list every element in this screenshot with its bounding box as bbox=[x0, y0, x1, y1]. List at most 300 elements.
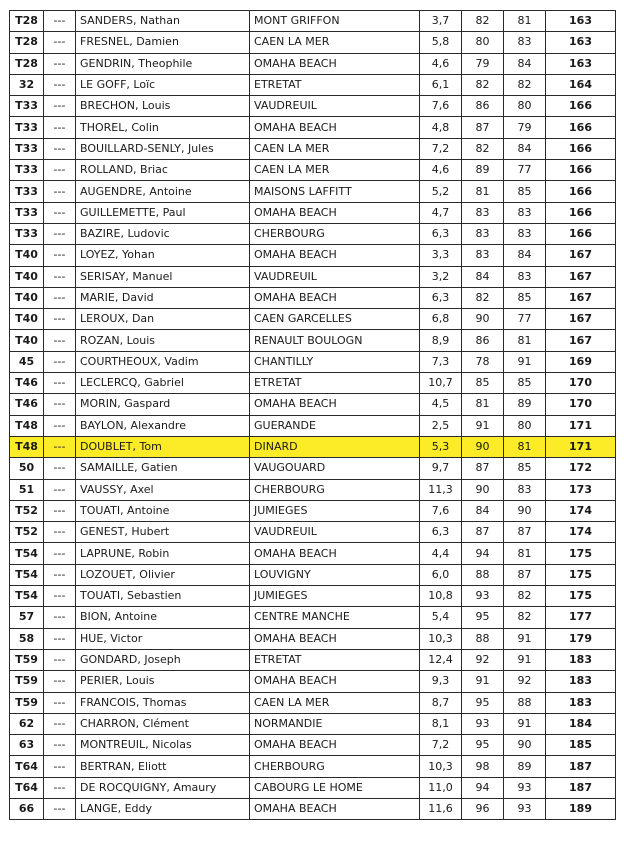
position-cell: T46 bbox=[10, 394, 44, 415]
round-2-score-cell: 82 bbox=[504, 586, 546, 607]
player-name-cell: THOREL, Colin bbox=[76, 117, 250, 138]
table-row bbox=[10, 181, 616, 202]
club-cell: VAUDREUIL bbox=[250, 522, 420, 543]
club-cell: OMAHA BEACH bbox=[250, 245, 420, 266]
club-cell: OMAHA BEACH bbox=[250, 671, 420, 692]
club-cell: CAEN GARCELLES bbox=[250, 309, 420, 330]
club-cell: OMAHA BEACH bbox=[250, 202, 420, 223]
table-row bbox=[10, 330, 616, 351]
status-cell: --- bbox=[44, 756, 76, 777]
player-name-cell: GONDARD, Joseph bbox=[76, 649, 250, 670]
status-cell: --- bbox=[44, 351, 76, 372]
round-1-score-cell: 81 bbox=[462, 394, 504, 415]
total-score-cell: 173 bbox=[546, 479, 616, 500]
status-cell: --- bbox=[44, 245, 76, 266]
position-cell: 45 bbox=[10, 351, 44, 372]
round-2-score-cell: 85 bbox=[504, 181, 546, 202]
round-2-score-cell: 88 bbox=[504, 692, 546, 713]
position-cell: 66 bbox=[10, 798, 44, 819]
status-cell: --- bbox=[44, 138, 76, 159]
position-cell: T59 bbox=[10, 692, 44, 713]
player-name-cell: LOYEZ, Yohan bbox=[76, 245, 250, 266]
player-name-cell: SAMAILLE, Gatien bbox=[76, 458, 250, 479]
status-cell: --- bbox=[44, 500, 76, 521]
status-cell: --- bbox=[44, 394, 76, 415]
handicap-index-cell: 3,2 bbox=[420, 266, 462, 287]
player-name-cell: BRECHON, Louis bbox=[76, 96, 250, 117]
handicap-index-cell: 5,8 bbox=[420, 32, 462, 53]
table-row bbox=[10, 543, 616, 564]
handicap-index-cell: 8,7 bbox=[420, 692, 462, 713]
round-1-score-cell: 96 bbox=[462, 798, 504, 819]
position-cell: 51 bbox=[10, 479, 44, 500]
club-cell: CABOURG LE HOME bbox=[250, 777, 420, 798]
table-row bbox=[10, 607, 616, 628]
round-2-score-cell: 90 bbox=[504, 735, 546, 756]
player-name-cell: FRESNEL, Damien bbox=[76, 32, 250, 53]
position-cell: T33 bbox=[10, 96, 44, 117]
player-name-cell: LEROUX, Dan bbox=[76, 309, 250, 330]
total-score-cell: 163 bbox=[546, 53, 616, 74]
table-row bbox=[10, 11, 616, 32]
round-2-score-cell: 83 bbox=[504, 32, 546, 53]
round-1-score-cell: 80 bbox=[462, 32, 504, 53]
handicap-index-cell: 7,6 bbox=[420, 96, 462, 117]
round-2-score-cell: 83 bbox=[504, 223, 546, 244]
handicap-index-cell: 2,5 bbox=[420, 415, 462, 436]
round-1-score-cell: 88 bbox=[462, 564, 504, 585]
status-cell: --- bbox=[44, 330, 76, 351]
handicap-index-cell: 6,3 bbox=[420, 287, 462, 308]
status-cell: --- bbox=[44, 160, 76, 181]
round-2-score-cell: 84 bbox=[504, 138, 546, 159]
table-row bbox=[10, 479, 616, 500]
position-cell: 58 bbox=[10, 628, 44, 649]
table-row bbox=[10, 74, 616, 95]
position-cell: T40 bbox=[10, 330, 44, 351]
round-2-score-cell: 89 bbox=[504, 756, 546, 777]
total-score-cell: 163 bbox=[546, 11, 616, 32]
club-cell: CENTRE MANCHE bbox=[250, 607, 420, 628]
club-cell: CHERBOURG bbox=[250, 223, 420, 244]
status-cell: --- bbox=[44, 117, 76, 138]
round-1-score-cell: 87 bbox=[462, 458, 504, 479]
handicap-index-cell: 9,7 bbox=[420, 458, 462, 479]
round-1-score-cell: 82 bbox=[462, 11, 504, 32]
club-cell: NORMANDIE bbox=[250, 713, 420, 734]
round-2-score-cell: 83 bbox=[504, 479, 546, 500]
round-1-score-cell: 82 bbox=[462, 287, 504, 308]
status-cell: --- bbox=[44, 522, 76, 543]
player-name-cell: TOUATI, Antoine bbox=[76, 500, 250, 521]
position-cell: T46 bbox=[10, 373, 44, 394]
position-cell: T33 bbox=[10, 160, 44, 181]
results-table bbox=[9, 10, 616, 820]
table-row bbox=[10, 500, 616, 521]
round-2-score-cell: 87 bbox=[504, 564, 546, 585]
player-name-cell: MARIE, David bbox=[76, 287, 250, 308]
table-row bbox=[10, 458, 616, 479]
round-2-score-cell: 93 bbox=[504, 777, 546, 798]
club-cell: OMAHA BEACH bbox=[250, 117, 420, 138]
club-cell: OMAHA BEACH bbox=[250, 287, 420, 308]
handicap-index-cell: 5,2 bbox=[420, 181, 462, 202]
position-cell: T54 bbox=[10, 543, 44, 564]
total-score-cell: 183 bbox=[546, 671, 616, 692]
table-row bbox=[10, 671, 616, 692]
total-score-cell: 163 bbox=[546, 32, 616, 53]
status-cell: --- bbox=[44, 543, 76, 564]
total-score-cell: 172 bbox=[546, 458, 616, 479]
round-2-score-cell: 82 bbox=[504, 74, 546, 95]
round-2-score-cell: 82 bbox=[504, 607, 546, 628]
round-1-score-cell: 79 bbox=[462, 53, 504, 74]
total-score-cell: 167 bbox=[546, 266, 616, 287]
round-1-score-cell: 94 bbox=[462, 777, 504, 798]
round-1-score-cell: 88 bbox=[462, 628, 504, 649]
player-name-cell: CHARRON, Clément bbox=[76, 713, 250, 734]
player-name-cell: LOZOUET, Olivier bbox=[76, 564, 250, 585]
round-1-score-cell: 89 bbox=[462, 160, 504, 181]
results-table-body bbox=[10, 11, 616, 820]
table-row bbox=[10, 522, 616, 543]
position-cell: T40 bbox=[10, 266, 44, 287]
round-2-score-cell: 85 bbox=[504, 287, 546, 308]
round-1-score-cell: 94 bbox=[462, 543, 504, 564]
round-1-score-cell: 87 bbox=[462, 522, 504, 543]
position-cell: T52 bbox=[10, 522, 44, 543]
club-cell: CAEN LA MER bbox=[250, 160, 420, 181]
results-table-wrapper bbox=[9, 10, 616, 820]
status-cell: --- bbox=[44, 202, 76, 223]
table-row bbox=[10, 394, 616, 415]
position-cell: T33 bbox=[10, 223, 44, 244]
round-1-score-cell: 83 bbox=[462, 202, 504, 223]
status-cell: --- bbox=[44, 436, 76, 457]
handicap-index-cell: 4,7 bbox=[420, 202, 462, 223]
round-2-score-cell: 81 bbox=[504, 436, 546, 457]
handicap-index-cell: 6,1 bbox=[420, 74, 462, 95]
handicap-index-cell: 10,3 bbox=[420, 628, 462, 649]
round-1-score-cell: 87 bbox=[462, 117, 504, 138]
round-2-score-cell: 85 bbox=[504, 458, 546, 479]
club-cell: ETRETAT bbox=[250, 74, 420, 95]
club-cell: VAUDREUIL bbox=[250, 266, 420, 287]
round-1-score-cell: 93 bbox=[462, 586, 504, 607]
position-cell: T54 bbox=[10, 586, 44, 607]
club-cell: CHANTILLY bbox=[250, 351, 420, 372]
round-1-score-cell: 95 bbox=[462, 735, 504, 756]
handicap-index-cell: 6,3 bbox=[420, 522, 462, 543]
round-2-score-cell: 77 bbox=[504, 160, 546, 181]
handicap-index-cell: 5,3 bbox=[420, 436, 462, 457]
status-cell: --- bbox=[44, 415, 76, 436]
total-score-cell: 187 bbox=[546, 777, 616, 798]
total-score-cell: 166 bbox=[546, 223, 616, 244]
table-row bbox=[10, 798, 616, 819]
round-2-score-cell: 91 bbox=[504, 713, 546, 734]
total-score-cell: 166 bbox=[546, 181, 616, 202]
status-cell: --- bbox=[44, 223, 76, 244]
player-name-cell: PERIER, Louis bbox=[76, 671, 250, 692]
status-cell: --- bbox=[44, 628, 76, 649]
status-cell: --- bbox=[44, 649, 76, 670]
club-cell: OMAHA BEACH bbox=[250, 394, 420, 415]
round-2-score-cell: 84 bbox=[504, 53, 546, 74]
player-name-cell: BOUILLARD-SENLY, Jules bbox=[76, 138, 250, 159]
player-name-cell: ROLLAND, Briac bbox=[76, 160, 250, 181]
player-name-cell: MORIN, Gaspard bbox=[76, 394, 250, 415]
status-cell: --- bbox=[44, 692, 76, 713]
position-cell: T48 bbox=[10, 415, 44, 436]
club-cell: VAUGOUARD bbox=[250, 458, 420, 479]
total-score-cell: 169 bbox=[546, 351, 616, 372]
round-1-score-cell: 84 bbox=[462, 266, 504, 287]
club-cell: CAEN LA MER bbox=[250, 138, 420, 159]
status-cell: --- bbox=[44, 74, 76, 95]
total-score-cell: 171 bbox=[546, 436, 616, 457]
handicap-index-cell: 4,4 bbox=[420, 543, 462, 564]
handicap-index-cell: 4,6 bbox=[420, 160, 462, 181]
total-score-cell: 187 bbox=[546, 756, 616, 777]
club-cell: JUMIEGES bbox=[250, 586, 420, 607]
round-1-score-cell: 82 bbox=[462, 138, 504, 159]
player-name-cell: BION, Antoine bbox=[76, 607, 250, 628]
round-1-score-cell: 90 bbox=[462, 309, 504, 330]
total-score-cell: 174 bbox=[546, 500, 616, 521]
round-1-score-cell: 91 bbox=[462, 415, 504, 436]
round-1-score-cell: 83 bbox=[462, 223, 504, 244]
position-cell: T54 bbox=[10, 564, 44, 585]
club-cell: VAUDREUIL bbox=[250, 96, 420, 117]
handicap-index-cell: 5,4 bbox=[420, 607, 462, 628]
total-score-cell: 167 bbox=[546, 309, 616, 330]
round-1-score-cell: 85 bbox=[462, 373, 504, 394]
status-cell: --- bbox=[44, 564, 76, 585]
round-2-score-cell: 90 bbox=[504, 500, 546, 521]
round-1-score-cell: 90 bbox=[462, 436, 504, 457]
status-cell: --- bbox=[44, 181, 76, 202]
table-row bbox=[10, 351, 616, 372]
table-row bbox=[10, 287, 616, 308]
total-score-cell: 183 bbox=[546, 692, 616, 713]
table-row bbox=[10, 202, 616, 223]
status-cell: --- bbox=[44, 96, 76, 117]
handicap-index-cell: 4,8 bbox=[420, 117, 462, 138]
player-name-cell: BAZIRE, Ludovic bbox=[76, 223, 250, 244]
round-1-score-cell: 92 bbox=[462, 649, 504, 670]
player-name-cell: ROZAN, Louis bbox=[76, 330, 250, 351]
position-cell: T33 bbox=[10, 138, 44, 159]
status-cell: --- bbox=[44, 777, 76, 798]
status-cell: --- bbox=[44, 309, 76, 330]
total-score-cell: 184 bbox=[546, 713, 616, 734]
table-row bbox=[10, 756, 616, 777]
handicap-index-cell: 4,6 bbox=[420, 53, 462, 74]
status-cell: --- bbox=[44, 735, 76, 756]
total-score-cell: 189 bbox=[546, 798, 616, 819]
club-cell: OMAHA BEACH bbox=[250, 628, 420, 649]
position-cell: T33 bbox=[10, 202, 44, 223]
club-cell: CAEN LA MER bbox=[250, 32, 420, 53]
handicap-index-cell: 9,3 bbox=[420, 671, 462, 692]
total-score-cell: 170 bbox=[546, 394, 616, 415]
handicap-index-cell: 8,9 bbox=[420, 330, 462, 351]
club-cell: CAEN LA MER bbox=[250, 692, 420, 713]
round-1-score-cell: 98 bbox=[462, 756, 504, 777]
position-cell: T52 bbox=[10, 500, 44, 521]
player-name-cell: LANGE, Eddy bbox=[76, 798, 250, 819]
total-score-cell: 185 bbox=[546, 735, 616, 756]
round-1-score-cell: 84 bbox=[462, 500, 504, 521]
total-score-cell: 167 bbox=[546, 245, 616, 266]
handicap-index-cell: 10,3 bbox=[420, 756, 462, 777]
total-score-cell: 171 bbox=[546, 415, 616, 436]
round-2-score-cell: 85 bbox=[504, 373, 546, 394]
total-score-cell: 174 bbox=[546, 522, 616, 543]
total-score-cell: 175 bbox=[546, 586, 616, 607]
total-score-cell: 164 bbox=[546, 74, 616, 95]
handicap-index-cell: 4,5 bbox=[420, 394, 462, 415]
table-row bbox=[10, 692, 616, 713]
handicap-index-cell: 3,3 bbox=[420, 245, 462, 266]
club-cell: DINARD bbox=[250, 436, 420, 457]
status-cell: --- bbox=[44, 458, 76, 479]
table-row bbox=[10, 223, 616, 244]
position-cell: T48 bbox=[10, 436, 44, 457]
table-row bbox=[10, 96, 616, 117]
round-2-score-cell: 84 bbox=[504, 245, 546, 266]
player-name-cell: GUILLEMETTE, Paul bbox=[76, 202, 250, 223]
handicap-index-cell: 10,8 bbox=[420, 586, 462, 607]
position-cell: T59 bbox=[10, 671, 44, 692]
table-row bbox=[10, 245, 616, 266]
position-cell: 50 bbox=[10, 458, 44, 479]
table-row bbox=[10, 138, 616, 159]
handicap-index-cell: 11,0 bbox=[420, 777, 462, 798]
position-cell: T28 bbox=[10, 32, 44, 53]
round-1-score-cell: 82 bbox=[462, 74, 504, 95]
status-cell: --- bbox=[44, 11, 76, 32]
table-row bbox=[10, 117, 616, 138]
total-score-cell: 167 bbox=[546, 287, 616, 308]
status-cell: --- bbox=[44, 32, 76, 53]
handicap-index-cell: 11,6 bbox=[420, 798, 462, 819]
table-row bbox=[10, 373, 616, 394]
player-name-cell: VAUSSY, Axel bbox=[76, 479, 250, 500]
handicap-index-cell: 12,4 bbox=[420, 649, 462, 670]
round-1-score-cell: 90 bbox=[462, 479, 504, 500]
player-name-cell: SERISAY, Manuel bbox=[76, 266, 250, 287]
table-row bbox=[10, 735, 616, 756]
round-2-score-cell: 81 bbox=[504, 330, 546, 351]
round-2-score-cell: 81 bbox=[504, 11, 546, 32]
position-cell: 57 bbox=[10, 607, 44, 628]
position-cell: T64 bbox=[10, 756, 44, 777]
handicap-index-cell: 6,8 bbox=[420, 309, 462, 330]
club-cell: OMAHA BEACH bbox=[250, 798, 420, 819]
total-score-cell: 166 bbox=[546, 96, 616, 117]
total-score-cell: 166 bbox=[546, 138, 616, 159]
position-cell: T40 bbox=[10, 287, 44, 308]
handicap-index-cell: 8,1 bbox=[420, 713, 462, 734]
club-cell: ETRETAT bbox=[250, 649, 420, 670]
player-name-cell: TOUATI, Sebastien bbox=[76, 586, 250, 607]
table-row bbox=[10, 309, 616, 330]
round-1-score-cell: 86 bbox=[462, 330, 504, 351]
status-cell: --- bbox=[44, 586, 76, 607]
table-row bbox=[10, 32, 616, 53]
status-cell: --- bbox=[44, 798, 76, 819]
round-1-score-cell: 81 bbox=[462, 181, 504, 202]
handicap-index-cell: 7,2 bbox=[420, 735, 462, 756]
position-cell: T40 bbox=[10, 309, 44, 330]
status-cell: --- bbox=[44, 53, 76, 74]
table-row bbox=[10, 415, 616, 436]
player-name-cell: MONTREUIL, Nicolas bbox=[76, 735, 250, 756]
position-cell: T40 bbox=[10, 245, 44, 266]
round-2-score-cell: 91 bbox=[504, 649, 546, 670]
position-cell: T59 bbox=[10, 649, 44, 670]
round-2-score-cell: 89 bbox=[504, 394, 546, 415]
round-2-score-cell: 81 bbox=[504, 543, 546, 564]
round-1-score-cell: 78 bbox=[462, 351, 504, 372]
round-2-score-cell: 77 bbox=[504, 309, 546, 330]
player-name-cell: HUE, Victor bbox=[76, 628, 250, 649]
player-name-cell: COURTHEOUX, Vadim bbox=[76, 351, 250, 372]
total-score-cell: 170 bbox=[546, 373, 616, 394]
handicap-index-cell: 7,6 bbox=[420, 500, 462, 521]
total-score-cell: 167 bbox=[546, 330, 616, 351]
table-row bbox=[10, 564, 616, 585]
club-cell: OMAHA BEACH bbox=[250, 543, 420, 564]
club-cell: JUMIEGES bbox=[250, 500, 420, 521]
player-name-cell: AUGENDRE, Antoine bbox=[76, 181, 250, 202]
player-name-cell: LECLERCQ, Gabriel bbox=[76, 373, 250, 394]
total-score-cell: 166 bbox=[546, 160, 616, 181]
table-row bbox=[10, 160, 616, 181]
player-name-cell: DOUBLET, Tom bbox=[76, 436, 250, 457]
club-cell: GUERANDE bbox=[250, 415, 420, 436]
position-cell: T33 bbox=[10, 181, 44, 202]
position-cell: 62 bbox=[10, 713, 44, 734]
status-cell: --- bbox=[44, 479, 76, 500]
table-row bbox=[10, 436, 616, 457]
round-2-score-cell: 80 bbox=[504, 96, 546, 117]
status-cell: --- bbox=[44, 373, 76, 394]
handicap-index-cell: 7,3 bbox=[420, 351, 462, 372]
club-cell: OMAHA BEACH bbox=[250, 53, 420, 74]
player-name-cell: SANDERS, Nathan bbox=[76, 11, 250, 32]
total-score-cell: 183 bbox=[546, 649, 616, 670]
club-cell: LOUVIGNY bbox=[250, 564, 420, 585]
round-1-score-cell: 95 bbox=[462, 692, 504, 713]
total-score-cell: 175 bbox=[546, 543, 616, 564]
handicap-index-cell: 6,3 bbox=[420, 223, 462, 244]
round-2-score-cell: 87 bbox=[504, 522, 546, 543]
round-2-score-cell: 93 bbox=[504, 798, 546, 819]
total-score-cell: 166 bbox=[546, 202, 616, 223]
round-1-score-cell: 91 bbox=[462, 671, 504, 692]
round-1-score-cell: 95 bbox=[462, 607, 504, 628]
position-cell: T64 bbox=[10, 777, 44, 798]
player-name-cell: FRANCOIS, Thomas bbox=[76, 692, 250, 713]
status-cell: --- bbox=[44, 287, 76, 308]
table-row bbox=[10, 628, 616, 649]
round-1-score-cell: 93 bbox=[462, 713, 504, 734]
total-score-cell: 166 bbox=[546, 117, 616, 138]
table-row bbox=[10, 713, 616, 734]
